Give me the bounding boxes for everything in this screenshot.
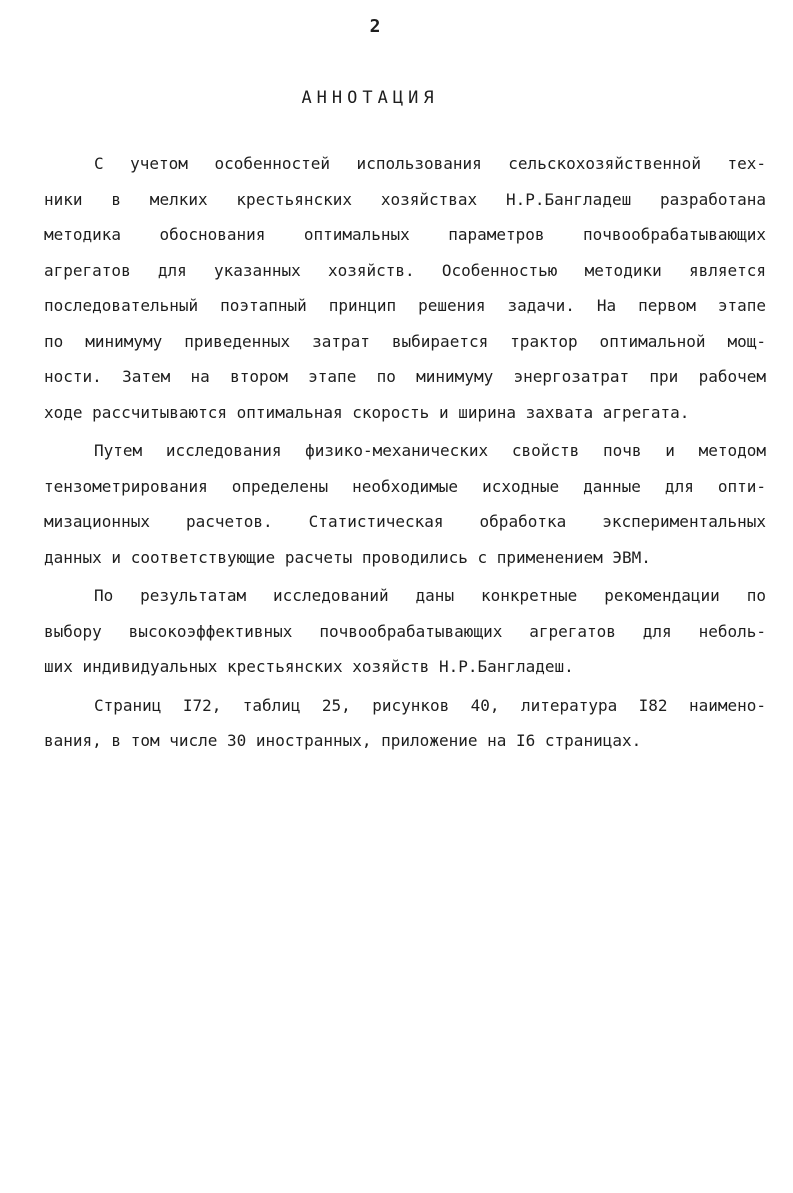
text-line: мизационных расчетов. Статистическая обработка экспериментальных — [44, 512, 766, 531]
page-number: 2 — [369, 16, 381, 37]
text-line: по минимуму приведенных затрат выбирается трактор оптимальной мощ- — [44, 331, 766, 351]
paragraph — [44, 433, 766, 575]
text-line: тензометрирования определены необходимые исходные данные для опти- — [44, 476, 766, 496]
paragraph — [44, 688, 766, 759]
text-line: ники в мелких крестьянских хозяйствах Н.Р.Бангладеш разработана — [44, 189, 766, 209]
paragraph — [44, 146, 766, 430]
text-line: По результатам исследований даны конкретные рекомендации по — [94, 586, 766, 605]
text-line: последовательный поэтапный принцип решения задачи. На первом этапе — [44, 296, 766, 315]
annotation-body — [44, 146, 766, 759]
text-line: ности. Затем на втором этапе по минимуму энергозатрат при рабочем — [44, 367, 766, 386]
text-line: вания, в том числе 30 иностранных, приложение на I6 страницах. — [44, 731, 642, 750]
text-line: методика обоснования оптимальных параметров почвообрабатывающих — [44, 225, 766, 244]
text-line: выбору высокоэффективных почвообрабатывающих агрегатов для неболь- — [44, 621, 766, 641]
text-line: агрегатов для указанных хозяйств. Особенностью методики является — [44, 260, 766, 280]
text-line: С учетом особенностей использования сельскохозяйственной тех- — [94, 154, 766, 173]
page-title: АННОТАЦИЯ — [301, 88, 439, 108]
paragraph — [44, 578, 766, 685]
text-line: ходе рассчитываются оптимальная скорость и ширина захвата агрегата. — [44, 402, 690, 422]
text-line: данных и соответствующие расчеты проводились с применением ЭВМ. — [44, 547, 651, 567]
text-line: Страниц I72, таблиц 25, рисунков 40, литература I82 наимено- — [94, 695, 766, 715]
text-line: ших индивидуальных крестьянских хозяйств Н.Р.Бангладеш. — [44, 657, 574, 676]
text-line: Путем исследования физико-механических свойств почв и методом — [94, 441, 766, 460]
